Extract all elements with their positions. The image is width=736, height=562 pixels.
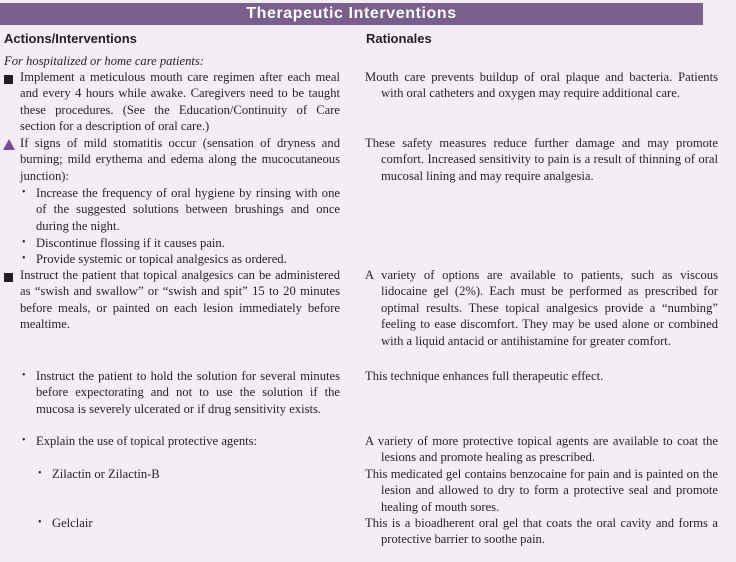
square-bullet-icon (4, 270, 13, 286)
rationale-hold-solution: This technique enhances full therapeutic effect. (365, 369, 604, 383)
bullet-dot-icon: • (22, 237, 26, 248)
intervention-increase-hygiene: Increase the frequency of oral hygiene by rinsing with one of the suggested solutions between brushings and once during the night. (36, 186, 340, 233)
intervention-provide-analgesics: Provide systemic or topical analgesics as ordered. (36, 252, 287, 266)
intervention-hold-solution: Instruct the patient to hold the solution for several minutes before expectorating and not to use the solution if the mucosa is severely ulcerated or if drug sensitivity exists. (36, 369, 340, 416)
rationale-gelclair: This is a bioadherent oral gel that coats the oral cavity and forms a protective barrier to soothe pain. (365, 516, 718, 547)
intervention-mild-stomatitis: If signs of mild stomatitis occur (sensation of dryness and burning; mild erythema and edema along the mucocutaneous junction): (20, 136, 340, 183)
rationale-protective-agents: A variety of more protective topical agents are available to coat the lesions and promote healing as prescribed. (365, 434, 718, 465)
intervention-topical-analgesics: Instruct the patient that topical analgesics can be administered as “swish and swallow” or “swish and spit” 15 to 20 minutes before meals, or painted on each lesion immediately before mealtime. (20, 268, 340, 332)
bullet-dot-icon: • (22, 435, 26, 446)
column-header-rationales: Rationales (366, 31, 432, 46)
rationale-zilactin: This medicated gel contains benzocaine for pain and is painted on the lesion and allowed to dry to form a protective seal and promote healing of mouth sores. (365, 467, 718, 514)
bullet-dot-icon: • (22, 187, 26, 198)
bullet-dot-icon: • (38, 517, 42, 528)
bullet-dot-icon: • (22, 370, 26, 381)
intervention-gelclair: Gelclair (52, 516, 93, 530)
triangle-alert-icon (3, 138, 15, 154)
rationale-topical-analgesics: A variety of options are available to patients, such as viscous lidocaine gel (2%). Each must be performed as prescribed for optimal results. These topical analgesics provide a “numbing” feeling to ease discomfort. They may be used alone or combined with a liquid antacid or antihistamine for greater comfort. (365, 268, 718, 348)
column-header-actions: Actions/Interventions (4, 31, 137, 46)
intervention-protective-agents: Explain the use of topical protective agents: (36, 434, 258, 448)
bullet-dot-icon: • (38, 468, 42, 479)
section-title: Therapeutic Interventions (0, 3, 703, 25)
intervention-discontinue-flossing: Discontinue flossing if it causes pain. (36, 236, 225, 250)
patient-scope-subtitle: For hospitalized or home care patients: (4, 54, 204, 68)
intervention-zilactin: Zilactin or Zilactin-B (52, 467, 160, 481)
intervention-mouth-care: Implement a meticulous mouth care regimen after each meal and every 4 hours while awake. Caregivers need to be taught these procedures. (See the Education/Continuity of Care section for a description of oral care.) (20, 70, 340, 134)
bullet-dot-icon: • (22, 253, 26, 264)
square-bullet-icon (4, 72, 13, 88)
rationale-safety-measures: These safety measures reduce further damage and may promote comfort. Increased sensitivity to pain is a result of thinning of oral mucosal lining and may require analgesia. (365, 136, 718, 183)
rationale-mouth-care: Mouth care prevents buildup of oral plaque and bacteria. Patients with oral catheters and oxygen may require additional care. (365, 70, 718, 101)
